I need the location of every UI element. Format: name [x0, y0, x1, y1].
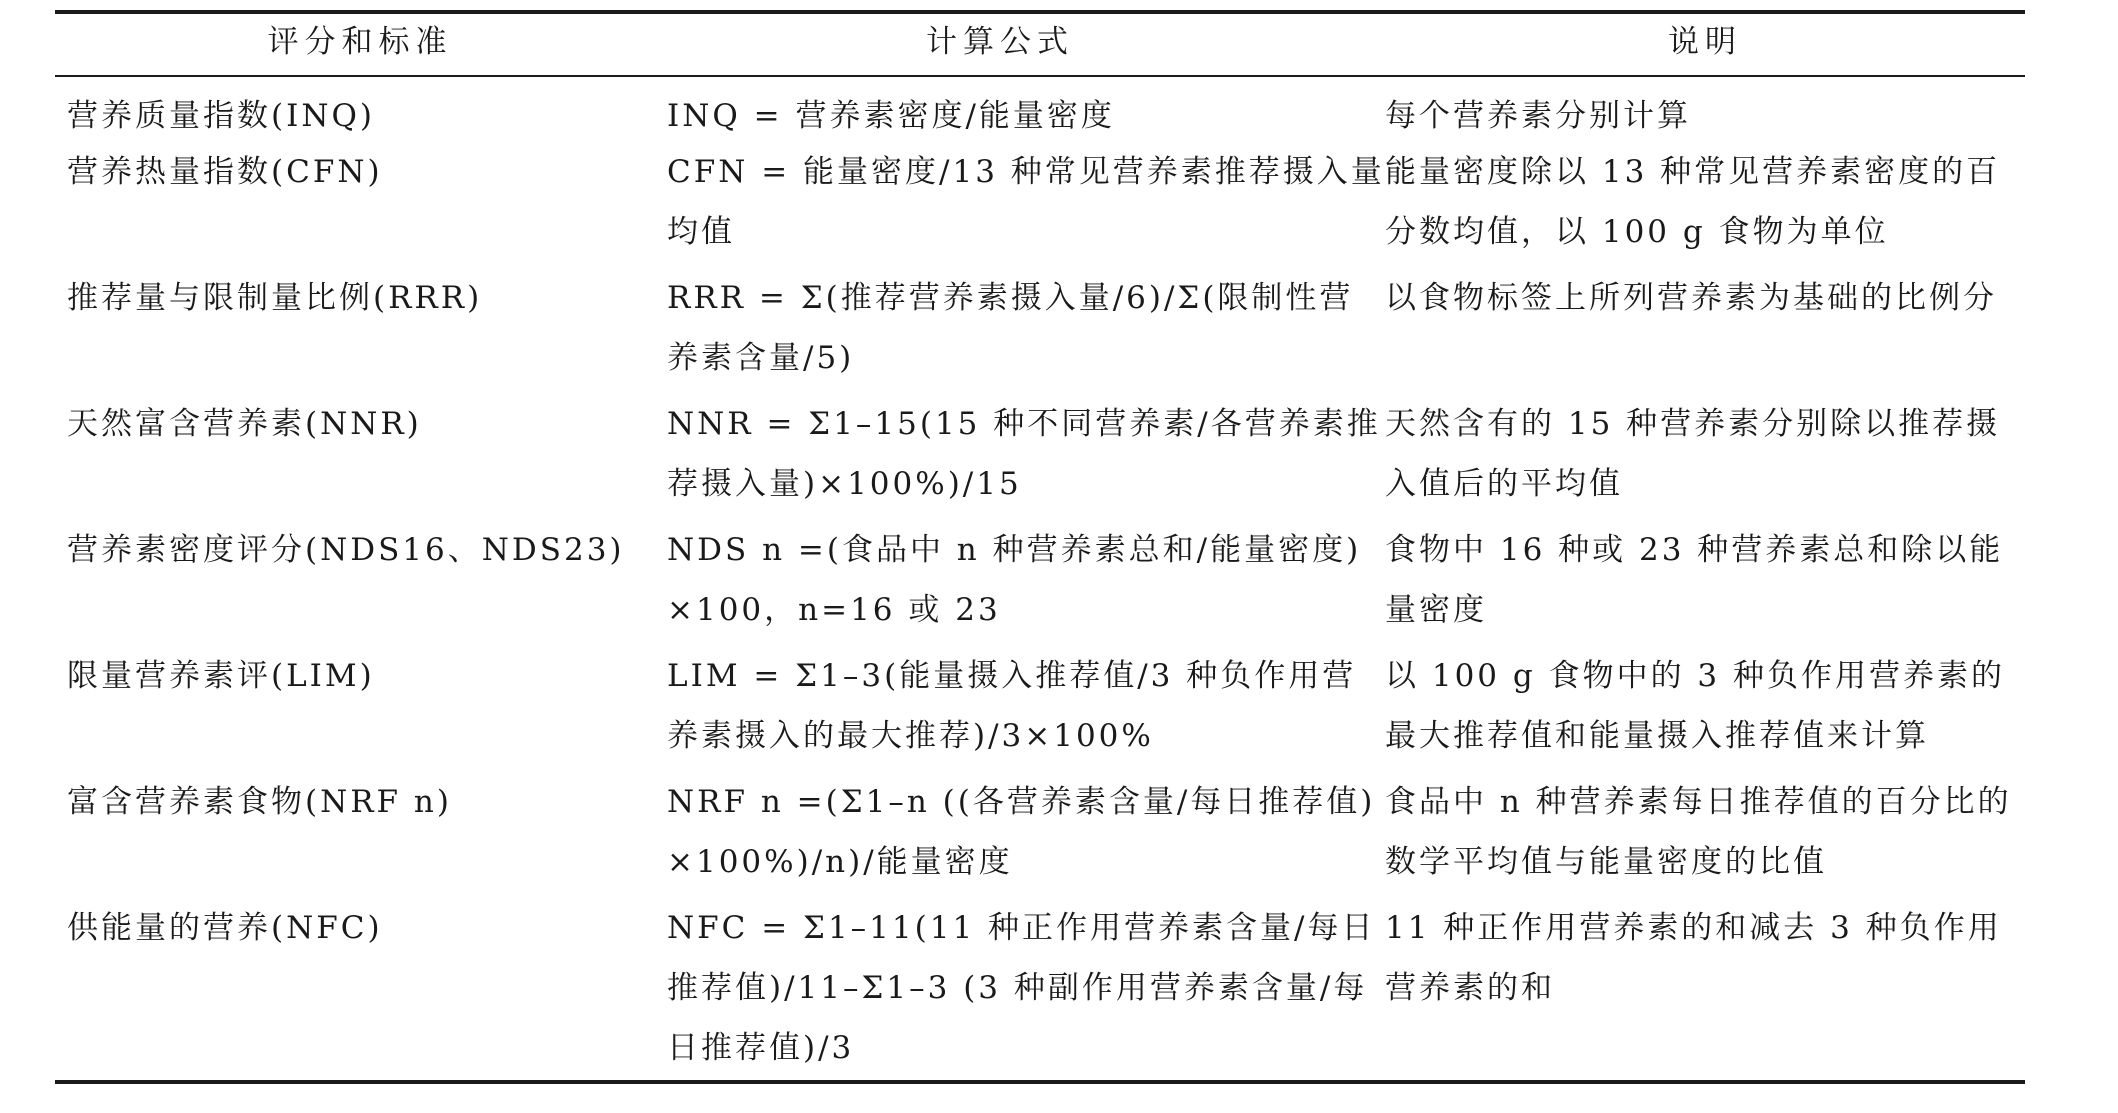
row-note: 以 100 g 食物中的 3 种负作用营养素的最大推荐值和能量摄入推荐值来计算: [1385, 658, 2006, 754]
row-formula: INQ = 营养素密度/能量密度: [667, 98, 1115, 134]
row-formula: NDS n =(食品中 n 种营养素总和/能量密度)×100，n=16 或 23: [667, 532, 1362, 628]
row-formula: NNR = Σ1–15(15 种不同营养素/各营养素推荐摄入量)×100%)/15: [667, 406, 1381, 502]
row-formula: LIM = Σ1–3(能量摄入推荐值/3 种负作用营养素摄入的最大推荐)/3×100%: [667, 658, 1357, 754]
row-note: 每个营养素分别计算: [1385, 98, 1691, 134]
row-formula: NFC = Σ1–11(11 种正作用营养素含量/每日推荐值)/11–Σ1–3 (3 种副作用营养素含量/每日推荐值)/3: [667, 910, 1376, 1066]
row-note: 食品中 n 种营养素每日推荐值的百分比的数学平均值与能量密度的比值: [1385, 784, 2012, 880]
row-formula: NRF n =(Σ1–n ((各营养素含量/每日推荐值)×100%)/n)/能量密度: [667, 784, 1376, 880]
row-standard: 推荐量与限制量比例(RRR): [67, 280, 483, 316]
row-standard: 限量营养素评(LIM): [67, 658, 375, 694]
row-standard: 富含营养素食物(NRF n): [67, 784, 452, 820]
row-standard: 营养质量指数(INQ): [67, 98, 375, 134]
row-note: 以食物标签上所列营养素为基础的比例分: [1385, 280, 1997, 316]
row-standard: 天然富含营养素(NNR): [67, 406, 422, 442]
table-bottom-rule: [55, 1080, 2025, 1084]
table-header-rule: [55, 75, 2025, 77]
header-note: 说明: [1668, 24, 1742, 60]
header-standard: 评分和标准: [267, 24, 453, 60]
row-note: 11 种正作用营养素的和减去 3 种负作用营养素的和: [1385, 910, 2002, 1006]
table-top-rule: [55, 10, 2025, 14]
row-note: 能量密度除以 13 种常见营养素密度的百分数均值，以 100 g 食物为单位: [1385, 154, 2001, 250]
row-formula: RRR = Σ(推荐营养素摄入量/6)/Σ(限制性营养素含量/5): [667, 280, 1354, 376]
row-formula: CFN = 能量密度/13 种常见营养素推荐摄入量均值: [667, 154, 1385, 250]
row-standard: 营养素密度评分(NDS16、NDS23): [67, 532, 625, 568]
row-standard: 营养热量指数(CFN): [67, 154, 383, 190]
row-note: 食物中 16 种或 23 种营养素总和除以能量密度: [1385, 532, 2004, 628]
row-note: 天然含有的 15 种营养素分别除以推荐摄入值后的平均值: [1385, 406, 2001, 502]
header-formula: 计算公式: [926, 24, 1074, 60]
row-standard: 供能量的营养(NFC): [67, 910, 383, 946]
